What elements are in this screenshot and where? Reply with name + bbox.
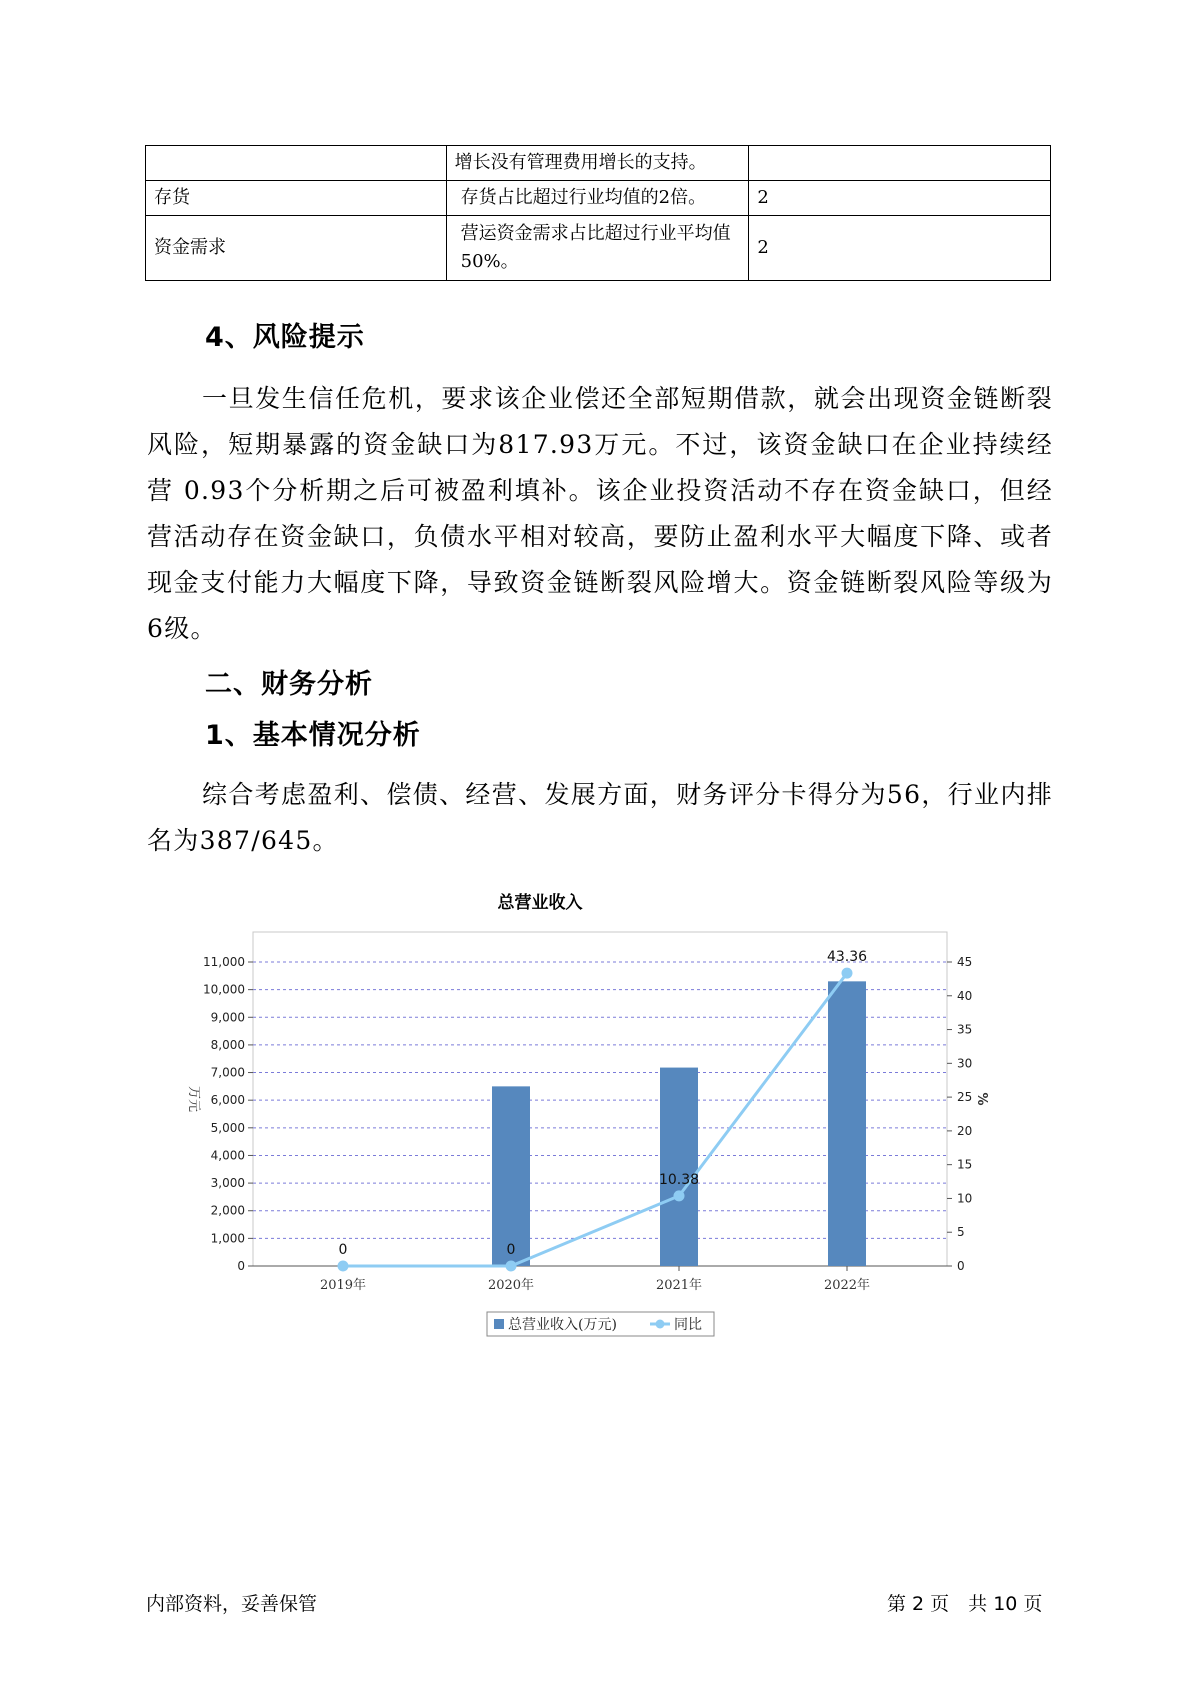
y-tick-label: 8,000 bbox=[210, 1037, 245, 1052]
y2-tick-label: 25 bbox=[957, 1090, 973, 1105]
legend-line-label: 同比 bbox=[674, 1317, 702, 1333]
table-cell-score: 2 bbox=[749, 181, 1051, 216]
y2-tick-label: 10 bbox=[957, 1191, 973, 1206]
footer-note: 内部资料，妥善保管 bbox=[146, 1593, 318, 1615]
table-row bbox=[146, 181, 1051, 216]
yoy-data-label: 0 bbox=[506, 1242, 516, 1258]
yoy-data-label: 10.38 bbox=[658, 1171, 700, 1188]
table-row bbox=[146, 216, 1051, 281]
yoy-data-label: 0 bbox=[338, 1242, 348, 1258]
y-tick-label: 6,000 bbox=[210, 1093, 245, 1108]
table-cell-item bbox=[146, 146, 447, 181]
y-tick-label: 3,000 bbox=[210, 1176, 245, 1191]
table-cell-score bbox=[749, 146, 1051, 181]
y2-tick-label: 20 bbox=[957, 1123, 973, 1138]
revenue-bar bbox=[492, 1086, 530, 1266]
revenue-chart bbox=[170, 880, 990, 1350]
y2-tick-label: 0 bbox=[957, 1259, 965, 1273]
table-row bbox=[146, 146, 1051, 181]
y2-tick-label: 45 bbox=[957, 955, 973, 969]
revenue-bar bbox=[828, 981, 866, 1266]
legend-bar-label: 总营业收入(万元) bbox=[508, 1317, 617, 1333]
x-tick-label: 2022年 bbox=[823, 1278, 871, 1293]
y2-tick-label: 15 bbox=[957, 1157, 973, 1172]
table-cell-desc: 营运资金需求占比超过行业平均值50%。 bbox=[446, 216, 749, 281]
y2-tick-label: 40 bbox=[957, 988, 973, 1003]
basic-analysis-paragraph: 综合考虑盈利、偿债、经营、发展方面，财务评分卡得分为56，行业内排名为387/645。 bbox=[147, 780, 1053, 855]
y-tick-label: 11,000 bbox=[203, 955, 245, 969]
risk-table bbox=[145, 145, 1051, 281]
table-cell-item: 存货 bbox=[146, 181, 447, 216]
x-tick-label: 2020年 bbox=[487, 1278, 535, 1293]
y-tick-label: 5,000 bbox=[210, 1120, 245, 1135]
basic-analysis-heading: 1、基本情况分析 bbox=[205, 720, 421, 751]
legend-bar-swatch bbox=[494, 1319, 504, 1329]
y-tick-label: 9,000 bbox=[210, 1010, 245, 1025]
y-axis-label: 万元 bbox=[186, 1085, 201, 1113]
page-number: 第 2 页 共 10 页 bbox=[887, 1593, 1043, 1615]
yoy-point bbox=[674, 1190, 685, 1201]
y-tick-label: 2,000 bbox=[210, 1203, 245, 1218]
risk-heading: 4、风险提示 bbox=[205, 322, 365, 353]
chart-title: 总营业收入 bbox=[497, 893, 583, 913]
table-cell-score: 2 bbox=[749, 216, 1051, 281]
x-tick-label: 2019年 bbox=[319, 1278, 367, 1293]
risk-paragraph: 一旦发生信任危机，要求该企业偿还全部短期借款，就会出现资金链断裂风险，短期暴露的资金缺口为817.93万元。不过，该资金缺口在企业持续经营 0.93个分析期之后可被盈利填补。该企业投资活动不存在资金缺口，但经营活动存在资金缺口，负债水平相对较高，要防止盈利水平大幅度下降、或者现金支付能力大幅度下降，导致资金链断裂风险增大。资金链断裂风险等级为6级。 bbox=[147, 384, 1053, 643]
yoy-point bbox=[842, 968, 853, 979]
table-cell-desc: 增长没有管理费用增长的支持。 bbox=[446, 146, 749, 181]
y-tick-label: 1,000 bbox=[210, 1231, 245, 1246]
y-tick-label: 7,000 bbox=[210, 1065, 245, 1080]
x-tick-label: 2021年 bbox=[655, 1278, 703, 1293]
revenue-bar bbox=[660, 1068, 698, 1266]
table-cell-item: 资金需求 bbox=[146, 216, 447, 281]
y2-tick-label: 30 bbox=[957, 1056, 973, 1071]
legend-line-marker bbox=[656, 1320, 665, 1329]
y-tick-label: 0 bbox=[237, 1259, 245, 1273]
table-cell-desc: 存货占比超过行业均值的2倍。 bbox=[446, 181, 749, 216]
y-tick-label: 10,000 bbox=[203, 982, 245, 997]
y2-axis-label: % bbox=[974, 1092, 989, 1106]
y2-tick-label: 35 bbox=[957, 1022, 973, 1037]
yoy-point bbox=[506, 1261, 517, 1272]
y2-tick-label: 5 bbox=[957, 1225, 965, 1240]
yoy-point bbox=[338, 1261, 349, 1272]
financial-analysis-heading: 二、财务分析 bbox=[205, 669, 373, 700]
yoy-data-label: 43.36 bbox=[826, 949, 868, 966]
y-tick-label: 4,000 bbox=[210, 1148, 245, 1163]
